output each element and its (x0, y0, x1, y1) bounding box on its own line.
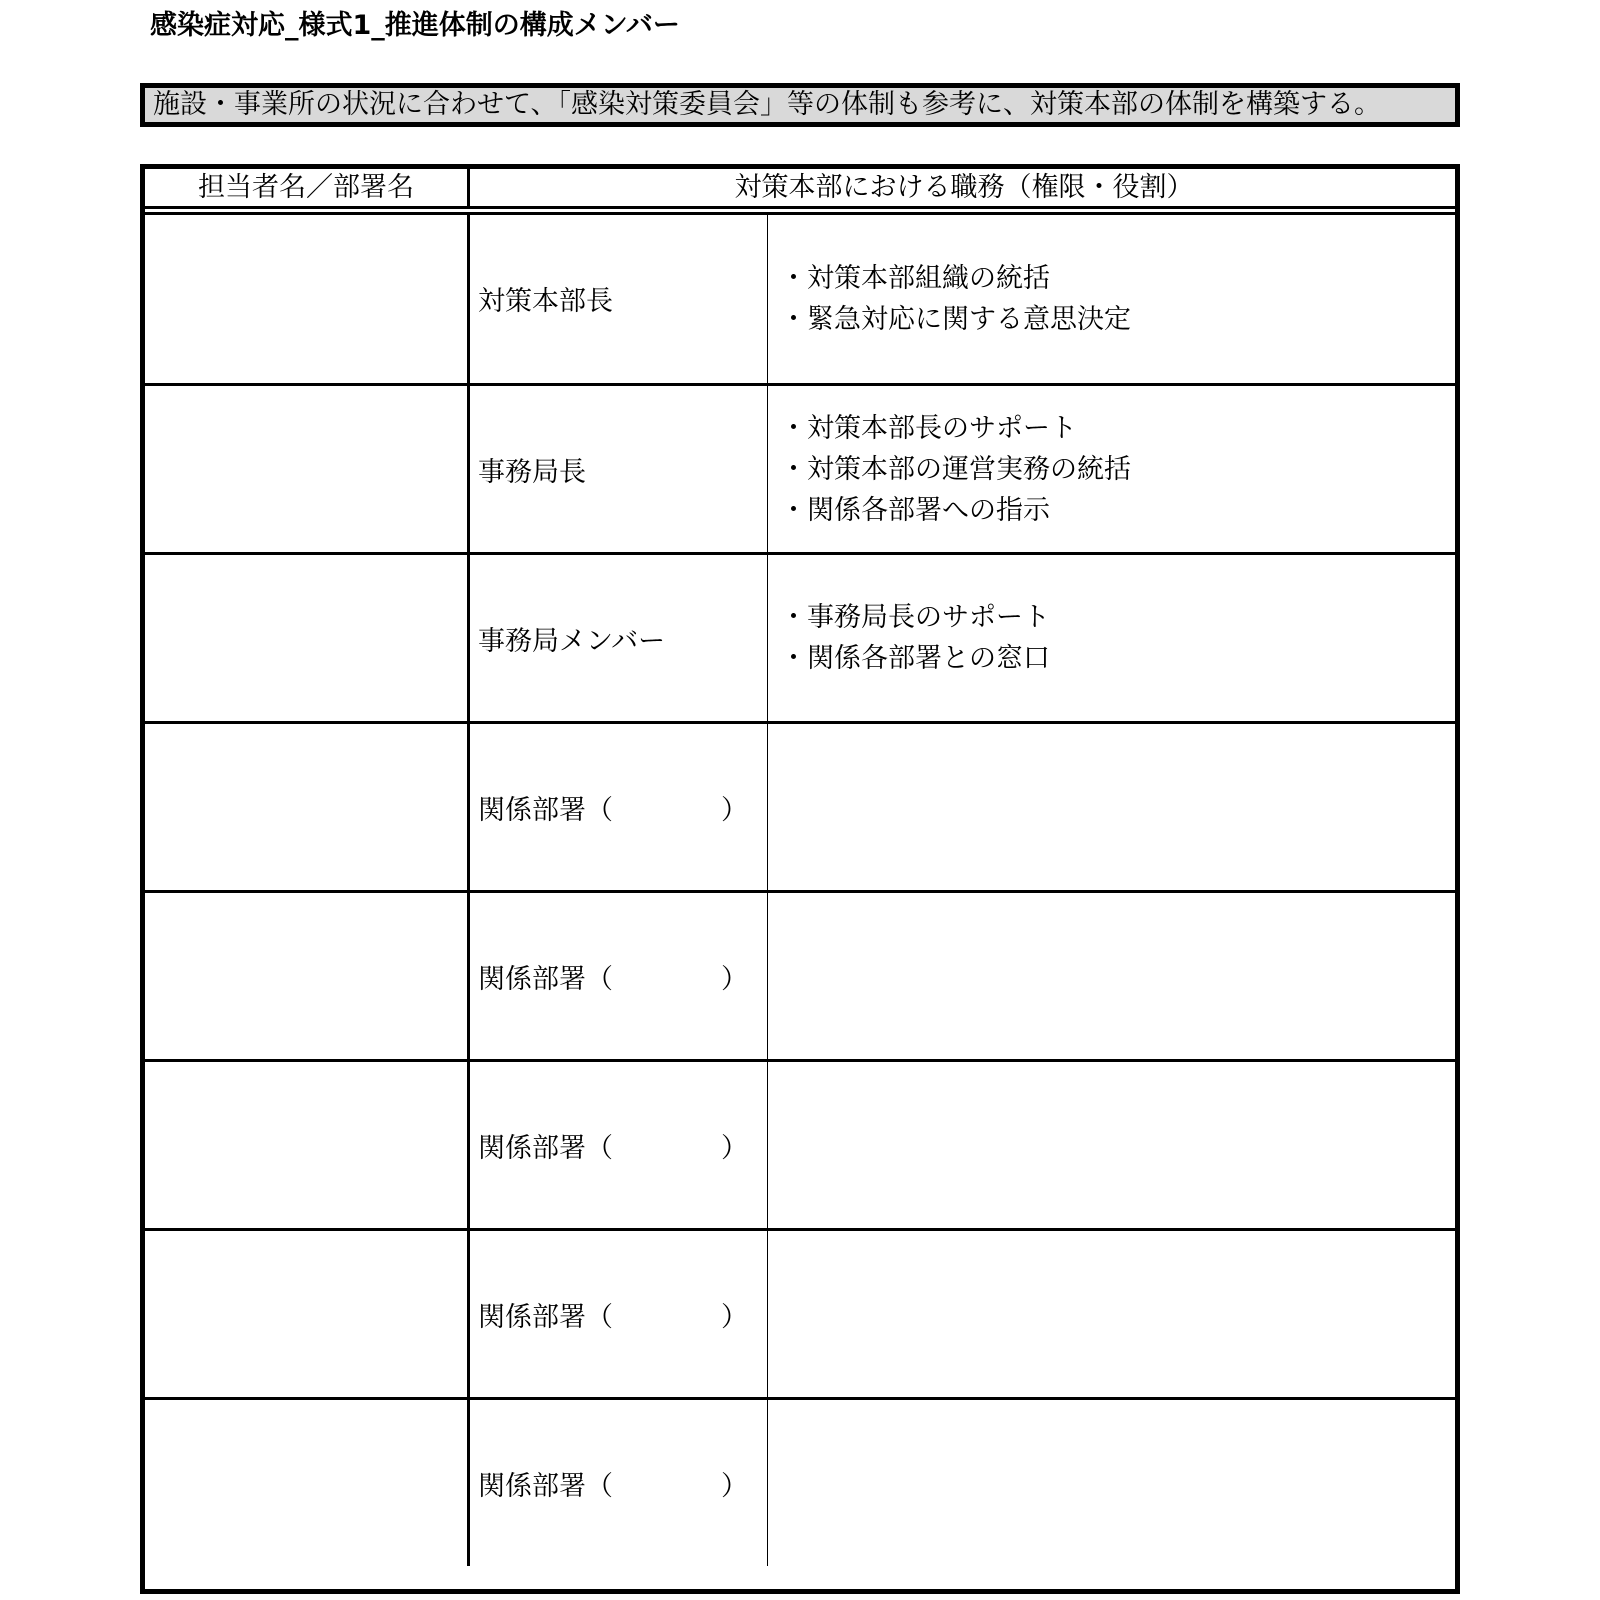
duty-item: ・緊急対応に関する意思決定 (780, 303, 1131, 335)
duty-item: ・対策本部長のサポート (780, 412, 1077, 444)
name-department-field[interactable] (145, 1062, 467, 1228)
duty-item: ・対策本部組織の統括 (780, 262, 1050, 294)
role-label: 事務局メンバー (467, 555, 767, 721)
name-department-field[interactable] (145, 386, 467, 552)
duties-cell (767, 724, 1455, 890)
role-label: 関係部署（ ） (467, 1062, 767, 1228)
table-row (145, 890, 1455, 1059)
member-table (140, 164, 1460, 1594)
duties-cell (767, 1231, 1455, 1397)
instruction-note: 施設・事業所の状況に合わせて、「感染対策委員会」等の体制も参考に、対策本部の体制を構築する。 (140, 83, 1460, 127)
table-row (145, 383, 1455, 552)
page-title: 感染症対応_様式1_推進体制の構成メンバー (150, 10, 680, 41)
name-department-field[interactable] (145, 1231, 467, 1397)
table-body (145, 214, 1455, 1589)
role-label: 事務局長 (467, 386, 767, 552)
duties-cell (767, 214, 1455, 383)
table-header-row (145, 169, 1455, 209)
duties-cell (767, 555, 1455, 721)
name-department-field[interactable] (145, 555, 467, 721)
duties-cell (767, 386, 1455, 552)
duty-item: ・事務局長のサポート (780, 602, 1050, 633)
role-label: 関係部署（ ） (467, 893, 767, 1059)
duty-item: ・関係各部署との窓口 (780, 643, 1050, 674)
duty-item: ・関係各部署への指示 (780, 494, 1050, 526)
name-department-field[interactable] (145, 724, 467, 890)
duty-item: ・対策本部の運営実務の統括 (780, 453, 1131, 485)
table-row (145, 1397, 1455, 1566)
header-duties: 対策本部における職務（権限・役割） (467, 169, 1458, 206)
duties-cell (767, 893, 1455, 1059)
name-department-field[interactable] (145, 893, 467, 1059)
name-department-field[interactable] (145, 1400, 467, 1566)
table-row (145, 1228, 1455, 1397)
table-row (145, 1059, 1455, 1228)
role-label: 関係部署（ ） (467, 1231, 767, 1397)
header-name-department: 担当者名／部署名 (198, 172, 414, 203)
table-row (145, 552, 1455, 721)
table-row (145, 214, 1455, 383)
name-department-field[interactable] (145, 214, 467, 383)
table-row (145, 721, 1455, 890)
role-label: 関係部署（ ） (467, 724, 767, 890)
role-label: 対策本部長 (467, 214, 767, 383)
duties-cell (767, 1400, 1455, 1566)
role-label: 関係部署（ ） (467, 1400, 767, 1566)
duties-cell (767, 1062, 1455, 1228)
